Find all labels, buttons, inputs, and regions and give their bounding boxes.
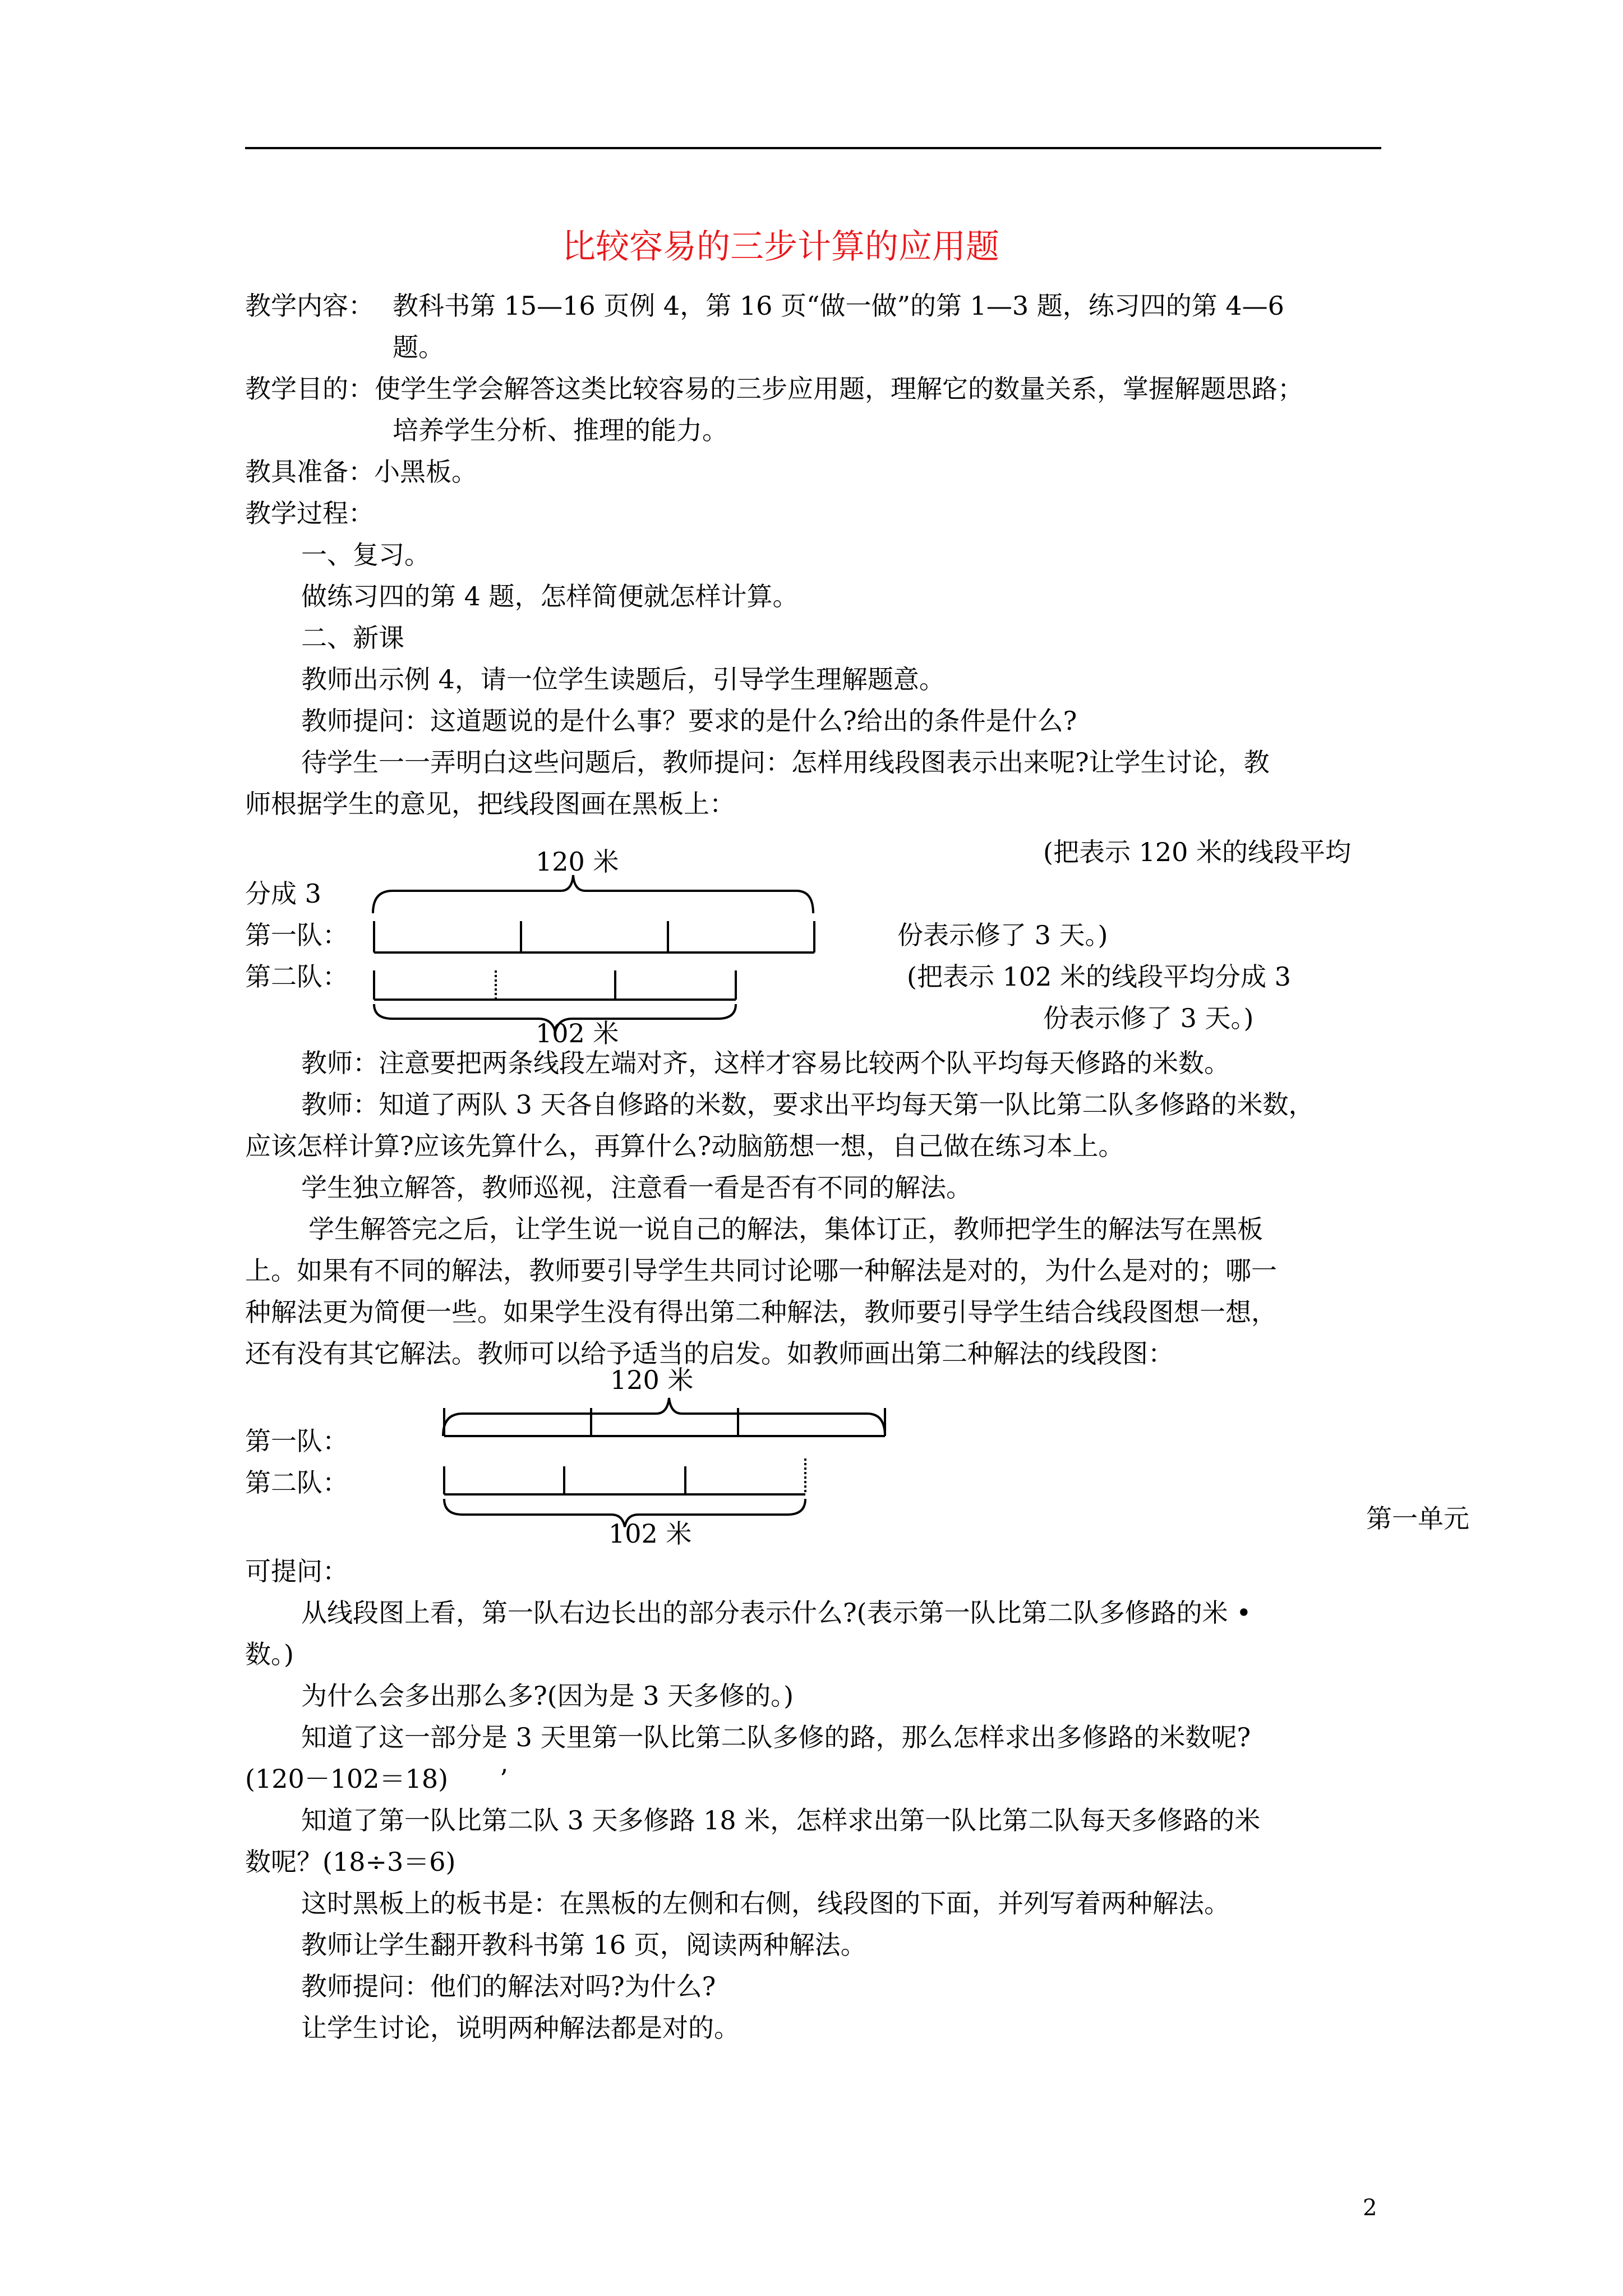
content-line-1: 教科书第 15—16 页例 4，第 16 页“做一做”的第 1—3 题，练习四的第 4—6 (393, 291, 1284, 321)
diagram2-team2-label: 第二队： (245, 1467, 348, 1498)
para-textbook: 教师让学生翻开教科书第 16 页，阅读两种解法。 (301, 1930, 866, 1960)
page-number: 2 (1363, 2195, 1377, 2221)
para-align-note: 教师：注意要把两条线段左端对齐，这样才容易比较两个队平均每天修路的米数。 (301, 1048, 1230, 1078)
tools-line: 教具准备：小黑板。 (245, 457, 477, 487)
para-questions: 教师提问：这道题说的是什么事？要求的是什么?给出的条件是什么? (301, 706, 1077, 736)
goal-label: 教学目的： (245, 374, 374, 404)
diagram1-bottom-label: 102 米 (536, 1018, 619, 1048)
para-q4-1: 知道了第一队比第二队 3 天多修路 18 米，怎样求出第一队比第二队每天多修路的米 (301, 1805, 1261, 1835)
para-teacher-2: 应该怎样计算?应该先算什么，再算什么?动脑筋想一想，自己做在练习本上。 (245, 1131, 1124, 1161)
para-solutions-1: 学生解答完之后，让学生说一说自己的解法，集体订正，教师把学生的解法写在黑板 (308, 1214, 1263, 1244)
process-line: 教学过程： (245, 498, 374, 528)
diagram2-bottom-brace (444, 1499, 805, 1527)
para-review: 一、复习。 (301, 540, 430, 570)
diagram1-note-2b: 份表示修了 3 天。) (1043, 1003, 1254, 1033)
diagram1-note-1a: (把表示 120 米的线段平均 (1043, 837, 1351, 867)
page-title: 比较容易的三步计算的应用题 (562, 227, 999, 266)
diagram2-top-label: 120 米 (610, 1365, 694, 1395)
para-teacher-question: 教师提问：他们的解法对吗?为什么? (301, 1971, 716, 2001)
para-discuss-1: 待学生一一弄明白这些问题后，教师提问：怎样用线段图表示出来呢?让学生讨论，教 (301, 747, 1270, 777)
para-exercise: 做练习四的第 4 题，怎样简便就怎样计算。 (301, 581, 799, 611)
para-solutions-3: 种解法更为简便一些。如果学生没有得出第二种解法，教师要引导学生结合线段图想一想， (245, 1297, 1277, 1327)
goal-line-2: 培养学生分析、推理的能力。 (393, 415, 728, 445)
diagram1-team2-label: 第二队： (245, 961, 348, 992)
diagram1-top-label: 120 米 (536, 846, 619, 877)
para-q1-2: 数。) (245, 1639, 294, 1669)
diagram1-split: 分成 3 (245, 878, 321, 909)
para-solutions-2: 上。如果有不同的解法，教师要引导学生共同讨论哪一种解法是对的，为什么是对的；哪一 (245, 1255, 1277, 1286)
para-q4-2: 数呢？(18÷3＝6) (245, 1847, 456, 1877)
para-example: 教师出示例 4，请一位学生读题后，引导学生理解题意。 (301, 664, 945, 694)
para-board: 这时黑板上的板书是：在黑板的左侧和右侧，线段图的下面，并列写着两种解法。 (301, 1888, 1230, 1918)
goal-line-1: 使学生学会解答这类比较容易的三步应用题，理解它的数量关系，掌握解题思路； (375, 374, 1303, 404)
para-q1-1: 从线段图上看，第一队右边长出的部分表示什么?(表示第一队比第二队多修路的米 • (301, 1598, 1252, 1628)
para-discussion: 让学生讨论，说明两种解法都是对的。 (301, 2013, 740, 2043)
para-solutions-4: 还有没有其它解法。教师可以给予适当的启发。如教师画出第二种解法的线段图： (245, 1338, 1174, 1369)
diagram1-note-2a: (把表示 102 米的线段平均分成 3 (907, 961, 1291, 992)
diagram2-top-brace (443, 1398, 885, 1436)
content-line-2: 题。 (393, 332, 444, 362)
content-label: 教学内容： (245, 291, 374, 321)
para-q3-2: (120－102＝18) ’ (245, 1764, 508, 1794)
diagram1-note-1b: 份表示修了 3 天。) (897, 920, 1108, 950)
diagram2-team1-label: 第一队： (245, 1426, 348, 1456)
para-students-solve: 学生独立解答，教师巡视，注意看一看是否有不同的解法。 (301, 1172, 972, 1203)
para-q2: 为什么会多出那么多?(因为是 3 天多修的。) (301, 1681, 794, 1711)
diagram1-team1-label: 第一队： (245, 920, 348, 950)
para-q3-1: 知道了这一部分是 3 天里第一队比第二队多修的路，那么怎样求出多修路的米数呢? (301, 1722, 1251, 1752)
para-teacher-1: 教师：知道了两队 3 天各自修路的米数，要求出平均每天第一队比第二队多修路的米数， (301, 1089, 1315, 1120)
para-discuss-2: 师根据学生的意见，把线段图画在黑板上： (245, 789, 735, 819)
para-new-lesson: 二、新课 (301, 623, 404, 653)
unit-label: 第一单元 (1366, 1503, 1469, 1534)
diagram2-bottom-label: 102 米 (608, 1519, 692, 1549)
para-ask: 可提问： (245, 1556, 348, 1586)
